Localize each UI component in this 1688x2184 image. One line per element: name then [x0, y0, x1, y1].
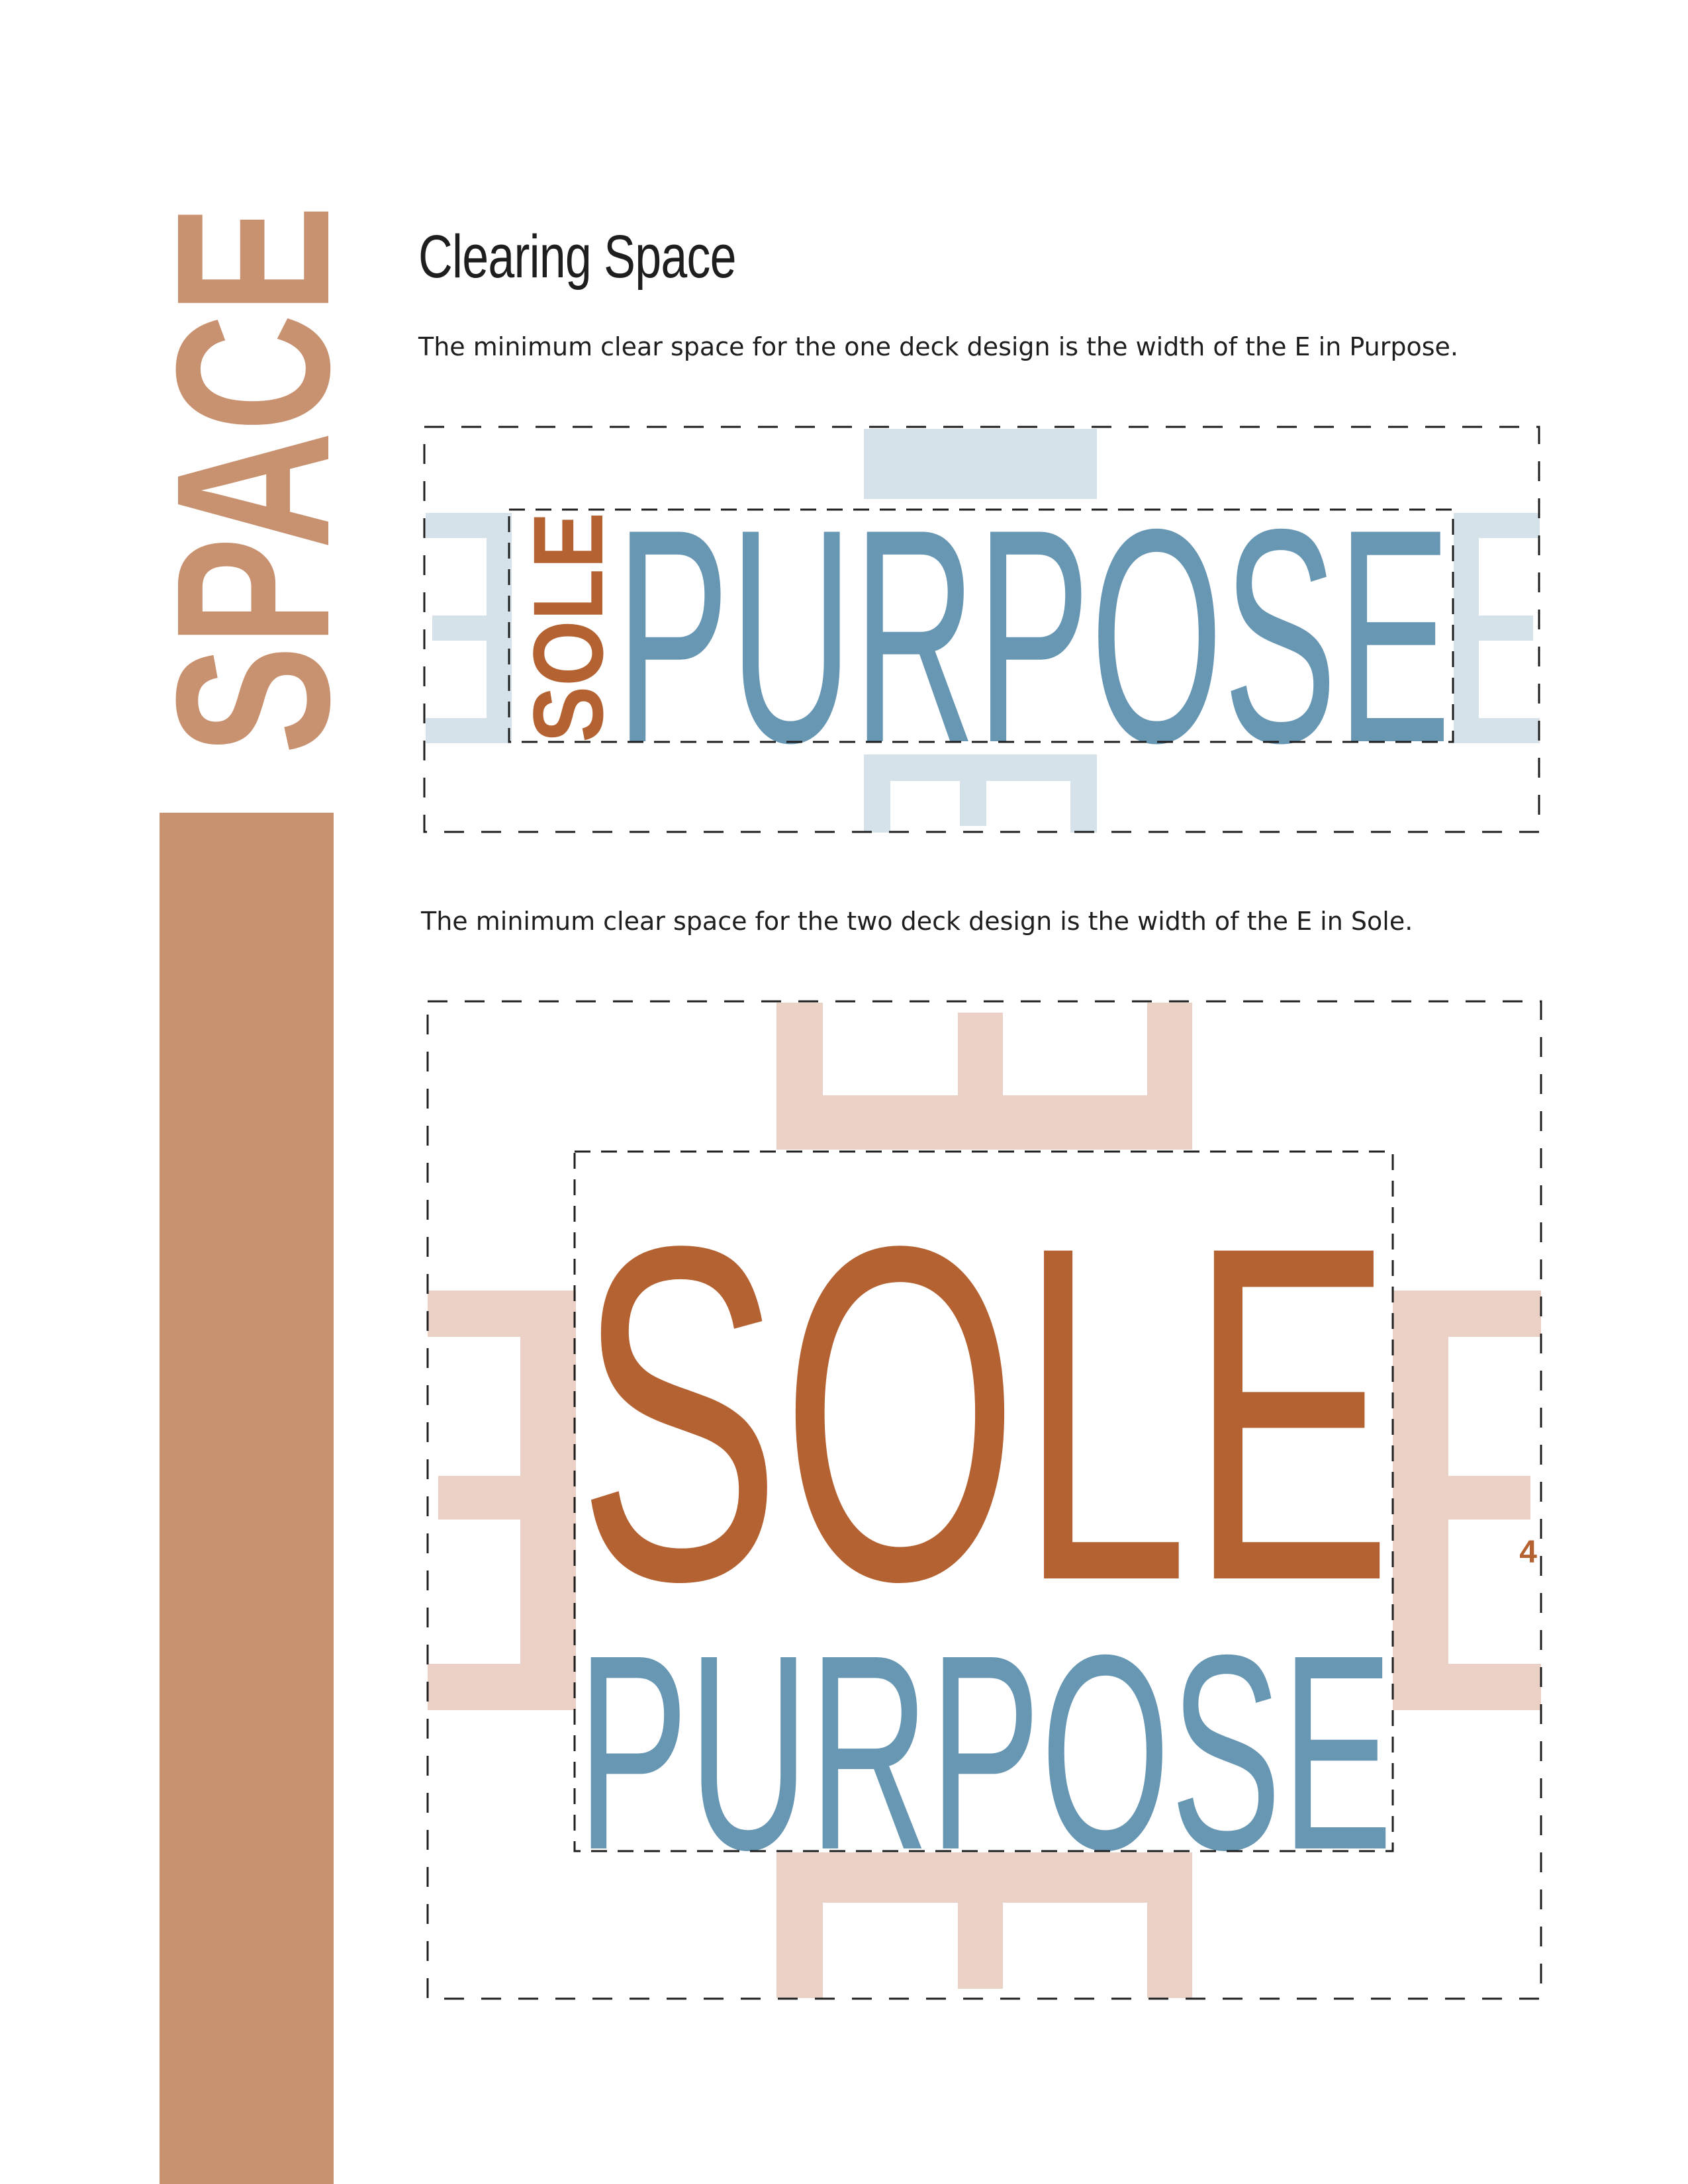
one-deck-caption: The minimum clear space for the one deck design is the width of the E in Purpose. — [418, 332, 1458, 361]
one-deck-logo-purpose: PURPOSE — [616, 467, 1451, 806]
two-deck-logo-purpose: PURPOSE — [577, 1598, 1393, 1908]
page-number: 4 — [1519, 1535, 1537, 1570]
sidebar-heading-text: SPACE — [130, 18, 375, 754]
one-deck-clearance-e-left — [426, 513, 512, 743]
two-deck-clearance-e-right — [1393, 1291, 1541, 1710]
two-deck-clearance-e-top — [776, 1003, 1192, 1150]
two-deck-caption: The minimum clear space for the two deck design is the width of the E in Sole. — [421, 907, 1413, 936]
page-title: Clearing Space — [418, 223, 736, 291]
two-deck-diagram — [428, 1001, 1541, 1999]
two-deck-logo-sole: SOLE — [577, 1147, 1393, 1680]
one-deck-diagram — [424, 427, 1540, 833]
one-deck-logo-sole: SOLE — [512, 472, 624, 743]
two-deck-clearance-e-left — [428, 1291, 576, 1710]
one-deck-clearance-e-right — [1454, 513, 1540, 743]
